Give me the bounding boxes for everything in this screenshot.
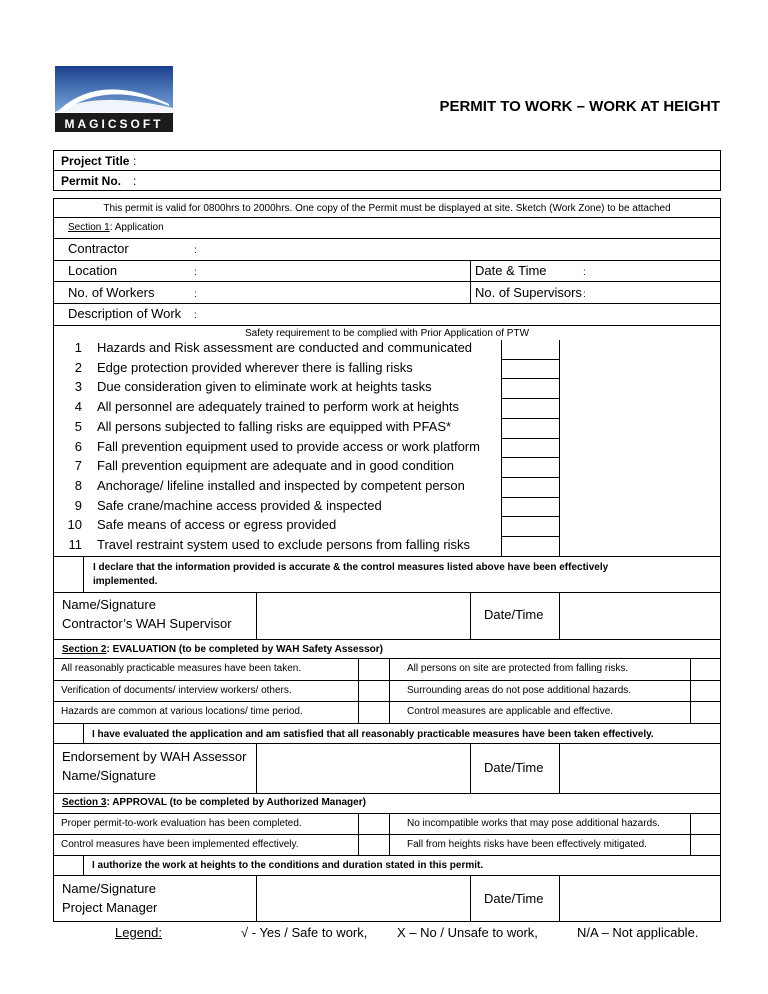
location-label: Location (68, 263, 118, 278)
checklist-check-cell-left[interactable] (358, 701, 389, 721)
legend-no: X – No / Unsafe to work, (397, 925, 538, 940)
requirement-check-cell[interactable] (501, 359, 559, 379)
supervisor-role-label: Contractor’s WAH Supervisor (62, 616, 232, 631)
requirement-check-cell[interactable] (501, 378, 559, 398)
checklist-check-cell-left[interactable] (358, 813, 389, 833)
checklist-item-right: Control measures are applicable and effective. (407, 706, 614, 718)
manager-sign-label: Name/Signature (62, 881, 156, 896)
assessor-endorsement-label: Endorsement by WAH Assessor (62, 749, 247, 764)
checklist-item-right: Surrounding areas do not pose additional hazards. (407, 684, 632, 696)
requirement-check-cell[interactable] (501, 497, 559, 517)
validity-note: This permit is valid for 0800hrs to 2000hrs. One copy of the Permit must be displayed at site. Sketch (Work Zone) to be attached (103, 203, 671, 214)
document-title: PERMIT TO WORK – WORK AT HEIGHT (439, 98, 720, 115)
requirement-check-cell[interactable] (501, 438, 559, 458)
requirement-text: Due consideration given to eliminate work at heights tasks (97, 379, 432, 395)
requirement-number: 2 (74, 359, 82, 375)
requirement-number: 11 (68, 537, 82, 552)
requirement-check-cell[interactable] (501, 339, 559, 359)
requirement-check-cell[interactable] (501, 516, 559, 536)
requirement-number: 8 (74, 477, 82, 493)
requirement-number: 9 (74, 497, 82, 513)
requirement-check-cell[interactable] (501, 418, 559, 438)
checklist-item-left: Verification of documents/ interview workers/ others. (61, 684, 292, 696)
assessor-sign-label: Name/Signature (62, 768, 156, 783)
checklist-check-cell-right[interactable] (690, 834, 721, 854)
requirement-check-cell[interactable] (501, 477, 559, 497)
checklist-check-cell-right[interactable] (690, 658, 721, 678)
requirements-heading: Safety requirement to be complied with Prior Application of PTW (244, 328, 530, 339)
checklist-check-cell-left[interactable] (358, 680, 389, 700)
declaration-line1: I declare that the information provided is accurate & the control measures listed above have been effectively (93, 562, 609, 573)
legend-label: Legend: (115, 925, 162, 940)
requirement-text: Travel restraint system used to exclude persons from falling risks (97, 537, 471, 552)
checklist-item-right: No incompatible works that may pose additional hazards. (407, 818, 660, 829)
logo-text: MAGICSOFT (64, 117, 164, 131)
requirement-text: Fall prevention equipment are adequate and in good condition (97, 458, 455, 474)
checklist-item-left: Control measures have been implemented effectively. (61, 839, 299, 850)
checklist-check-cell-right[interactable] (690, 680, 721, 700)
date-time-label: Date & Time (475, 263, 547, 278)
manager-role-label: Project Manager (62, 900, 158, 915)
description-label: Description of Work (68, 306, 182, 321)
requirement-text: Hazards and Risk assessment are conducted and communicated (97, 340, 473, 355)
supervisor-sign-label: Name/Signature (62, 597, 156, 612)
requirement-text: Edge protection provided wherever there is falling risks (97, 359, 413, 375)
workers-label: No. of Workers (68, 285, 155, 300)
requirement-text: Anchorage/ lifeline installed and inspected by competent person (97, 477, 465, 493)
requirement-number: 6 (74, 438, 82, 454)
declaration-line2: implemented. (93, 576, 158, 587)
checklist-item-left: Proper permit-to-work evaluation has been completed. (61, 818, 302, 829)
supervisor-date-time-label: Date/Time (484, 607, 544, 622)
requirement-text: Fall prevention equipment used to provide access or work platform (97, 438, 480, 454)
requirement-check-cell[interactable] (501, 536, 559, 556)
supervisors-label: No. of Supervisors (475, 285, 582, 300)
checklist-item-right: Fall from heights risks have been effectively mitigated. (407, 839, 647, 850)
requirement-number: 3 (74, 379, 82, 395)
contractor-label: Contractor (68, 241, 129, 256)
evaluation-statement: I have evaluated the application and am satisfied that all reasonably practicable measures have been taken effectively. (92, 729, 654, 740)
section2-heading: Section 2: EVALUATION (to be completed by WAH Safety Assessor) (62, 644, 383, 655)
section3-heading: Section 3: APPROVAL (to be completed by Authorized Manager) (62, 797, 366, 808)
requirement-number: 5 (74, 418, 82, 434)
project-title-label: Project Title (61, 154, 130, 168)
assessor-date-time-label: Date/Time (484, 760, 544, 775)
checklist-check-cell-left[interactable] (358, 834, 389, 854)
checklist-item-left: All reasonably practicable measures have been taken. (61, 663, 302, 674)
requirement-number: 1 (74, 340, 82, 355)
requirement-number: 10 (67, 517, 82, 533)
requirement-number: 4 (74, 399, 82, 415)
approval-statement: I authorize the work at heights to the conditions and duration stated in this permit. (92, 860, 484, 871)
manager-date-time-label: Date/Time (484, 891, 544, 906)
checklist-item-right: All persons on site are protected from falling risks. (407, 663, 629, 674)
requirement-check-cell[interactable] (501, 457, 559, 477)
checklist-check-cell-right[interactable] (690, 701, 721, 721)
requirement-check-cell[interactable] (501, 398, 559, 418)
requirement-text: Safe means of access or egress provided (97, 517, 337, 533)
legend-yes: √ - Yes / Safe to work, (241, 925, 368, 940)
requirement-number: 7 (74, 458, 82, 474)
requirement-text: All persons subjected to falling risks are equipped with PFAS* (97, 418, 452, 434)
permit-no-label: Permit No. (61, 174, 122, 188)
legend-na: N/A – Not applicable. (577, 925, 699, 940)
checklist-check-cell-right[interactable] (690, 813, 721, 833)
requirement-text: All personnel are adequately trained to perform work at heights (97, 399, 460, 415)
checklist-item-left: Hazards are common at various locations/ time period. (61, 706, 303, 718)
requirement-text: Safe crane/machine access provided & inspected (97, 497, 382, 513)
section1-heading: Section 1: Application (68, 222, 164, 233)
checklist-check-cell-left[interactable] (358, 658, 389, 678)
